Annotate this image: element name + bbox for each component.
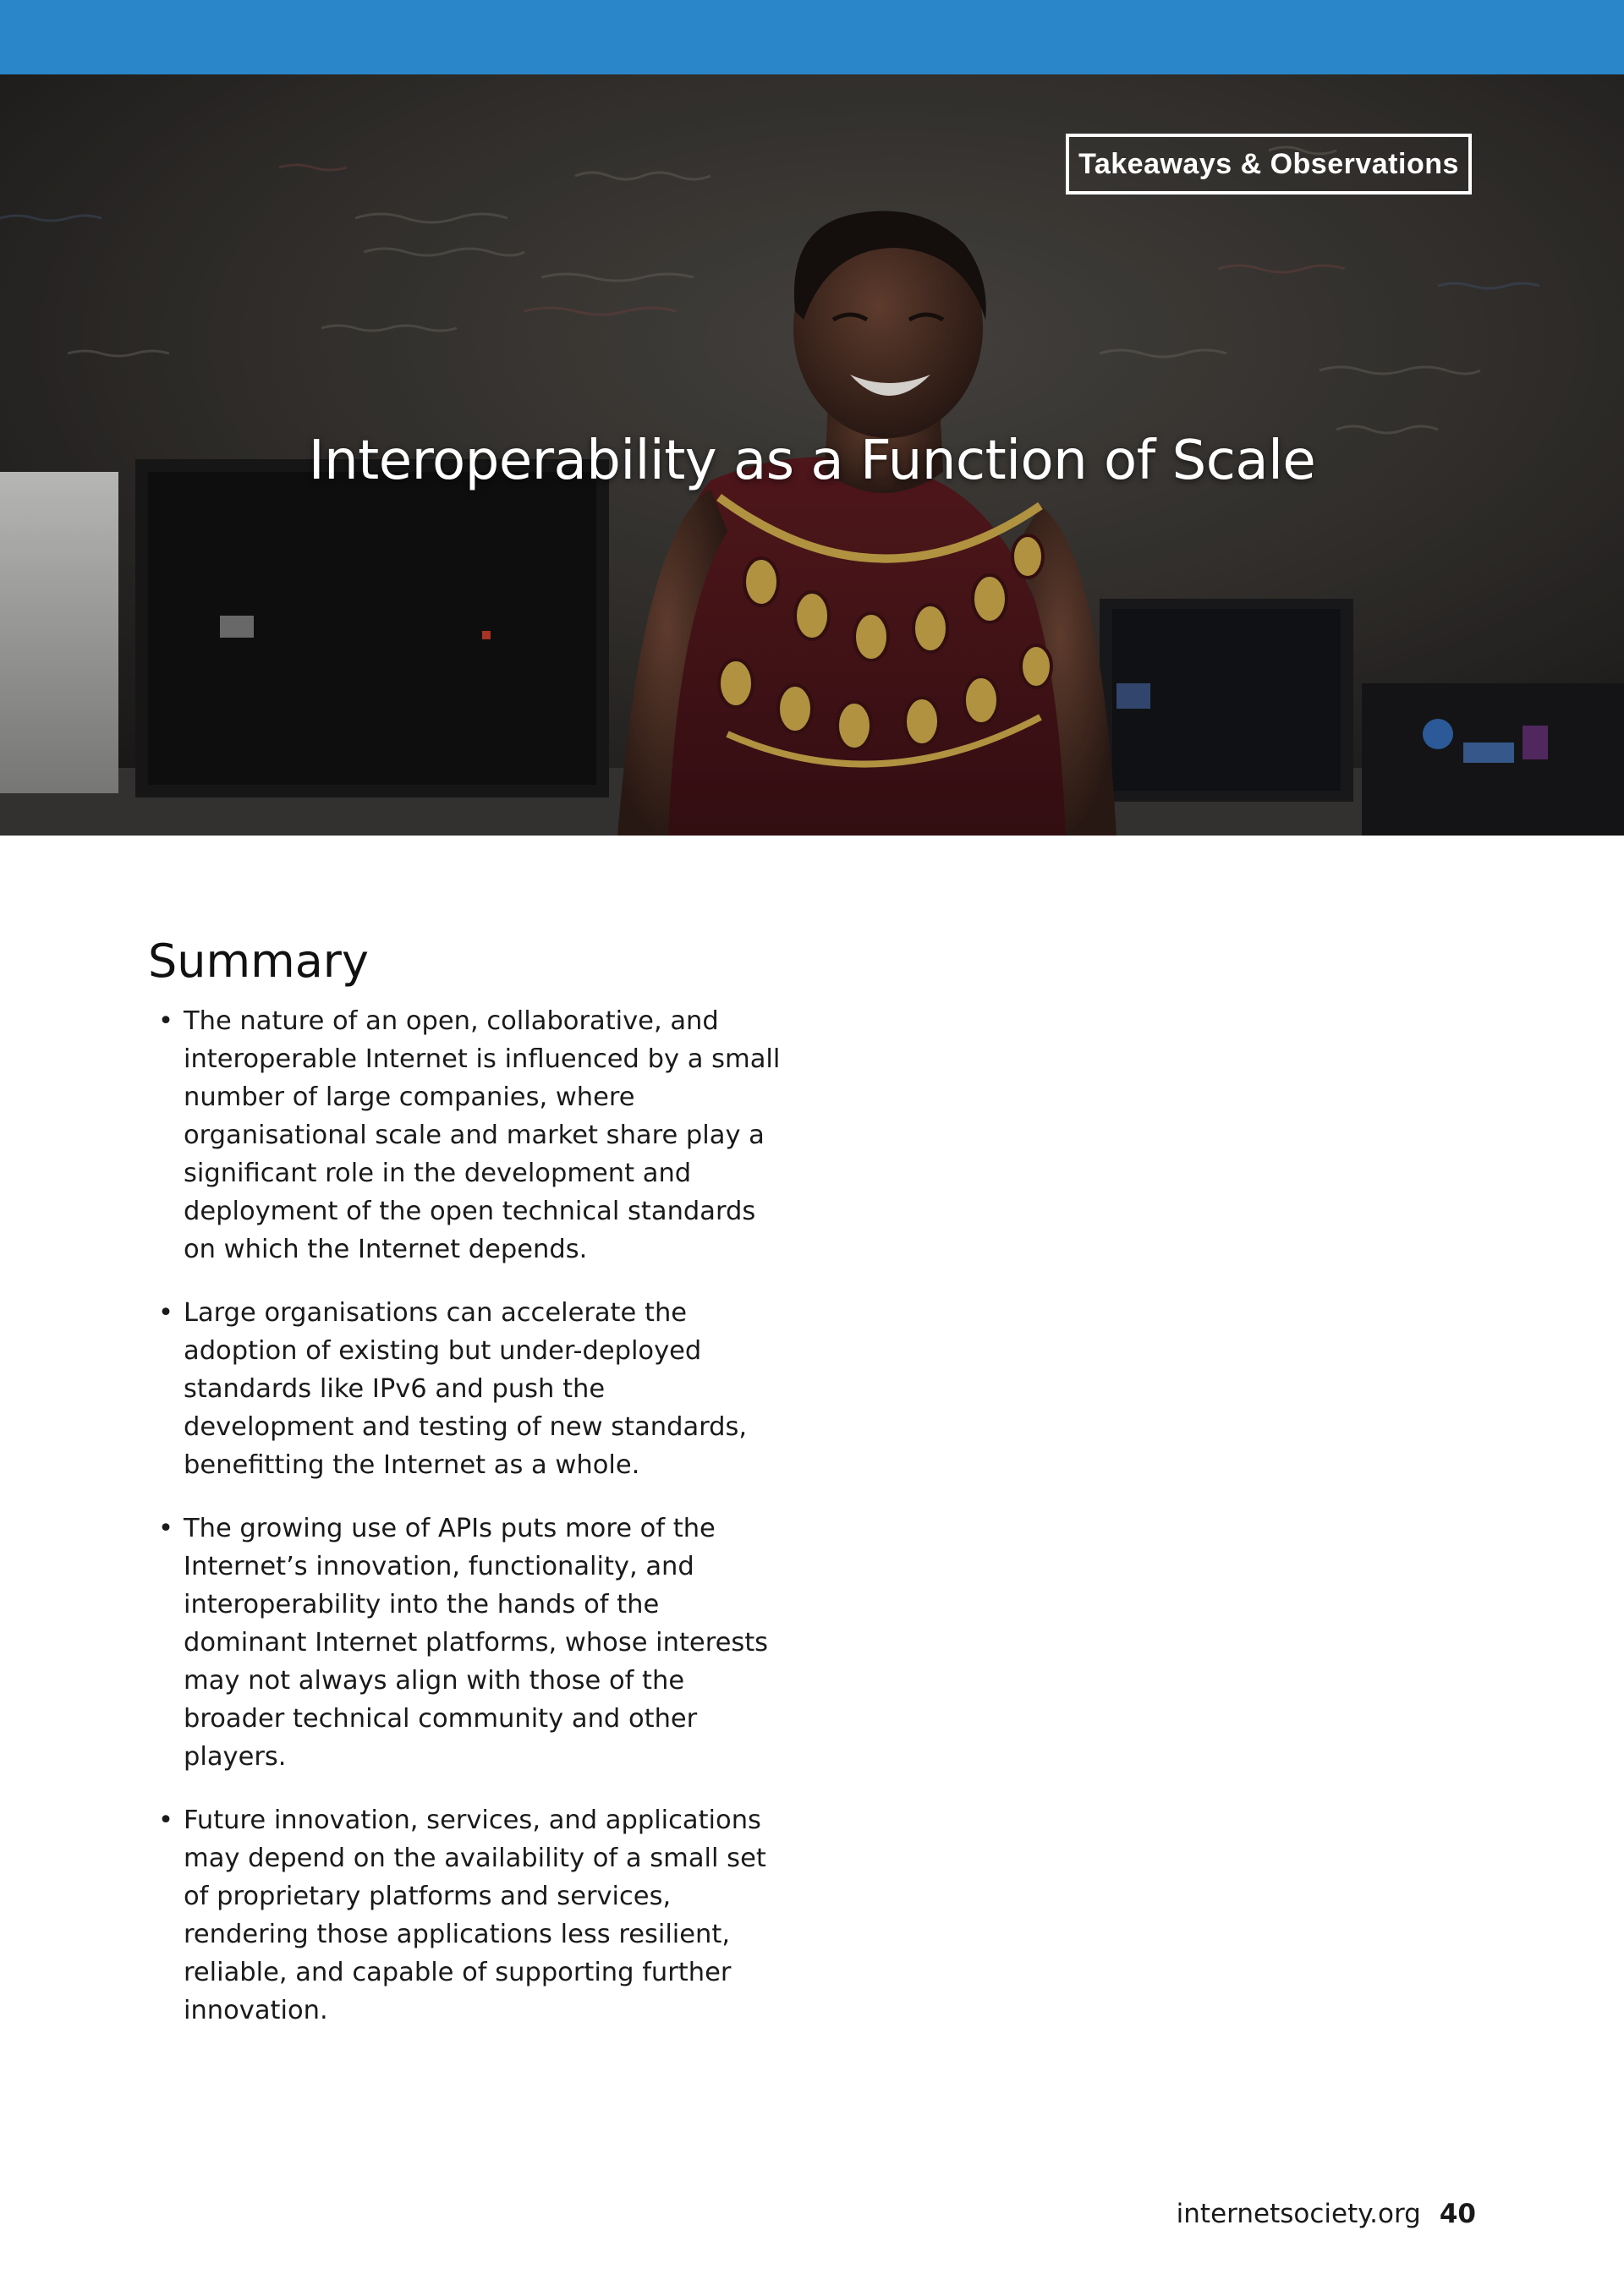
summary-item-text: Future innovation, services, and applications may depend on the availability of a small set of proprietary platforms and services, rendering those applications less resilient, reliable, and capable of supporting further innovation. bbox=[184, 1806, 766, 2025]
summary-item bbox=[156, 1294, 782, 1484]
summary-item bbox=[156, 1510, 782, 1776]
footer-site-link[interactable]: internetsociety.org bbox=[1176, 2199, 1421, 2229]
bullet-icon: • bbox=[158, 1006, 173, 1036]
summary-item bbox=[156, 1801, 782, 2030]
summary-list bbox=[156, 1002, 782, 2055]
bullet-icon: • bbox=[158, 1514, 173, 1543]
top-color-bar bbox=[0, 0, 1624, 74]
hero-banner bbox=[0, 74, 1624, 836]
summary-item-text: Large organisations can accelerate the adoption of existing but under-deployed standards like IPv6 and push the development and testing of new standards, benefitting the Internet as a whole. bbox=[184, 1298, 748, 1480]
summary-item bbox=[156, 1002, 782, 1269]
summary-item-text: The growing use of APIs puts more of the Internet’s innovation, functionality, and interoperability into the hands of the dominant Internet platforms, whose interests may not always align with those of the broader technical community and other players. bbox=[184, 1514, 769, 1772]
page-title: Interoperability as a Function of Scale bbox=[308, 430, 1316, 492]
page-footer bbox=[1177, 2199, 1476, 2229]
summary-item-text: The nature of an open, collaborative, and interoperable Internet is influenced by a small number of large companies, where organisational scale and market share play a significant role in the development and deployment of the open technical standards on which the Internet depends. bbox=[184, 1006, 781, 1264]
bullet-icon: • bbox=[158, 1806, 173, 1835]
section-tag: Takeaways & Observations bbox=[1066, 134, 1472, 195]
bullet-icon: • bbox=[158, 1298, 173, 1328]
summary-heading: Summary bbox=[148, 934, 369, 988]
page-number: 40 bbox=[1439, 2199, 1476, 2229]
